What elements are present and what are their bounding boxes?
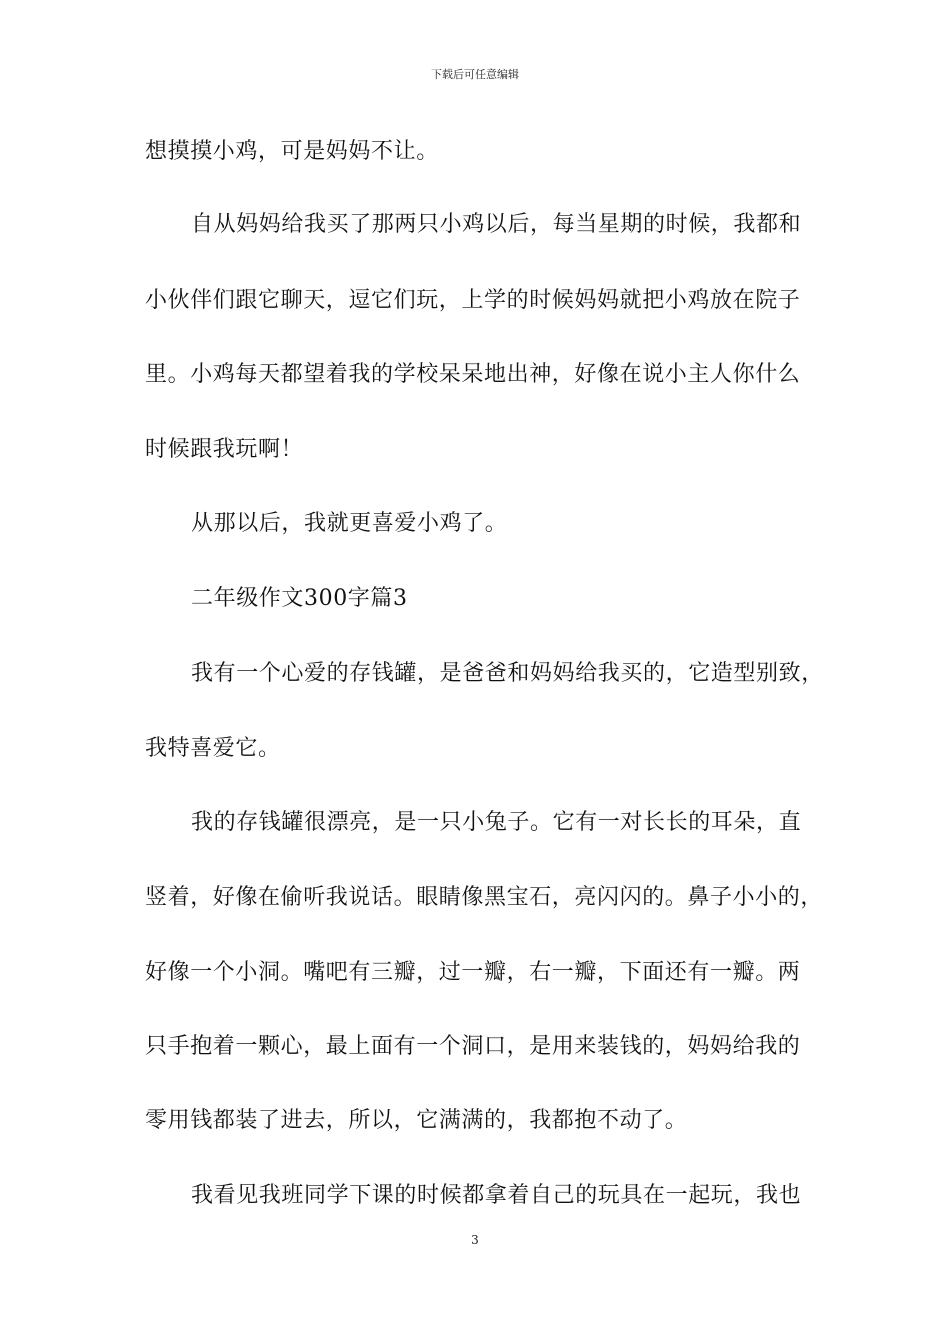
text-line-15: 我看见我班同学下课的时候都拿着自己的玩具在一起玩，我也 [191,1183,802,1208]
text-line-5: 时候跟我玩啊！ [145,437,304,462]
page-number: 3 [471,1233,479,1247]
text-line-12: 好像一个小洞。嘴吧有三瓣，过一瓣，右一瓣，下面还有一瓣。两 [145,960,801,985]
page-header: 下载后可任意编辑 [431,68,519,81]
text-line-8: 我有一个心爱的存钱罐，是爸爸和妈妈给我买的，它造型别致， [191,661,824,686]
section-heading: 二年级作文300字篇3 [191,586,408,611]
text-line-10: 我的存钱罐很漂亮，是一只小兔子。它有一对长长的耳朵，直 [191,810,802,835]
text-line-2: 自从妈妈给我买了那两只小鸡以后，每当星期的时候，我都和 [191,212,802,237]
text-line-14: 零用钱都装了进去，所以，它满满的，我都抱不动了。 [145,1108,688,1133]
text-line-3: 小伙伴们跟它聊天，逗它们玩，上学的时候妈妈就把小鸡放在院子 [145,288,801,313]
text-line-4: 里。小鸡每天都望着我的学校呆呆地出神，好像在说小主人你什么 [145,362,801,387]
text-line-13: 只手抱着一颗心，最上面有一个洞口，是用来装钱的，妈妈给我的 [145,1034,801,1059]
text-line-1: 想摸摸小鸡，可是妈妈不让。 [145,139,439,164]
text-line-11: 竖着，好像在偷听我说话。眼睛像黑宝石，亮闪闪的。鼻子小小的， [145,885,824,910]
text-line-9: 我特喜爱它。 [145,736,281,761]
text-line-6: 从那以后，我就更喜爱小鸡了。 [191,511,508,536]
